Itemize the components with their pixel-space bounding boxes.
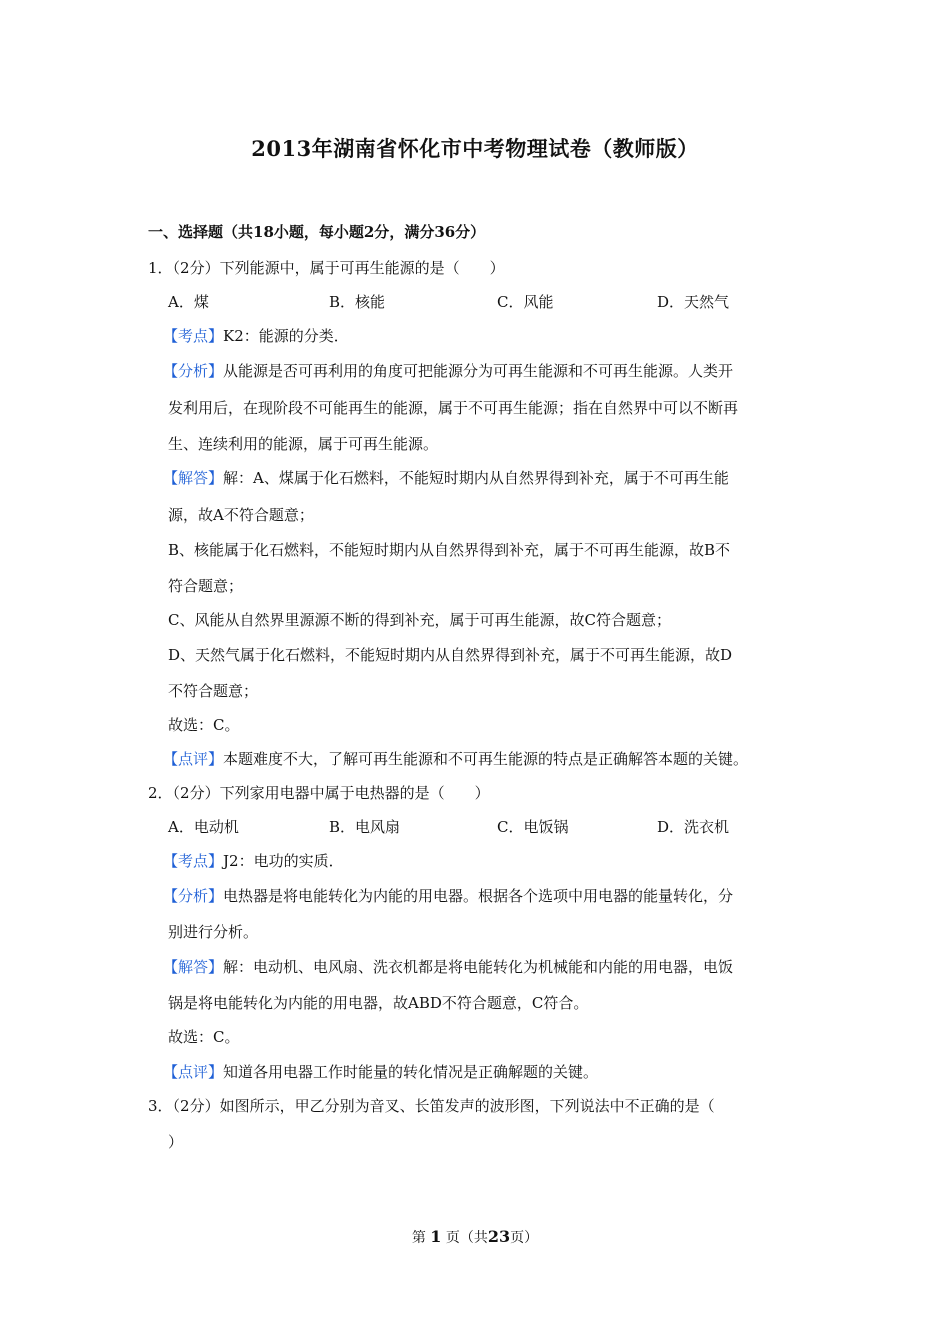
total-pages: 23 bbox=[487, 1227, 511, 1246]
q2-fenxi-line: 别进行分析。 bbox=[168, 923, 259, 941]
q2-jieda-line: 锅是将电能转化为内能的用电器，故ABD不符合题意，C符合。 bbox=[168, 994, 589, 1012]
q2-jieda bbox=[163, 957, 733, 977]
fenxi-tag: 【分析】 bbox=[163, 362, 224, 380]
footer-text: 第 bbox=[411, 1230, 426, 1246]
page-number: 1 bbox=[430, 1227, 442, 1246]
q1-jieda-line: C、风能从自然界里源源不断的得到补充，属于可再生能源，故C符合题意； bbox=[168, 611, 671, 629]
q2-option-c: C．电饭锅 bbox=[497, 818, 569, 836]
q1-option-b: B．核能 bbox=[329, 293, 386, 311]
q2-kaodian bbox=[163, 851, 344, 871]
fenxi-tag: 【分析】 bbox=[163, 887, 224, 905]
page-footer bbox=[0, 1227, 950, 1247]
q1-fenxi-line: 发利用后，在现阶段不可能再生的能源，属于不可再生能源；指在自然界中可以不断再 bbox=[168, 399, 739, 417]
q1-option-d: D．天然气 bbox=[657, 293, 730, 311]
question-3-stem: 3．（2分）如图所示，甲乙分别为音叉、长笛发声的波形图，下列说法中不正确的是（ bbox=[148, 1097, 715, 1115]
q1-jieda-line: 源，故A不符合题意； bbox=[168, 506, 314, 524]
q1-fenxi bbox=[163, 361, 733, 381]
footer-text: 页（共 bbox=[445, 1230, 488, 1246]
question-1-stem: 1．（2分）下列能源中，属于可再生能源的是（ ） bbox=[148, 259, 505, 277]
kaodian-tag: 【考点】 bbox=[163, 852, 224, 870]
q2-option-a: A．电动机 bbox=[168, 818, 239, 836]
question-3-stem-cont: ） bbox=[168, 1133, 184, 1151]
jieda-tag: 【解答】 bbox=[163, 469, 224, 487]
q2-dianping-text: 知道各用电器工作时能量的转化情况是正确解题的关键。 bbox=[223, 1063, 599, 1081]
q2-jieda-line: 解：电动机、电风扇、洗衣机都是将电能转化为机械能和内能的用电器，电饭 bbox=[223, 958, 734, 976]
q1-option-a: A．煤 bbox=[168, 293, 209, 311]
q1-jieda bbox=[163, 468, 729, 488]
q2-dianping bbox=[163, 1062, 598, 1082]
q1-jieda-line: 解：A、煤属于化石燃料，不能短时期内从自然界得到补充，属于不可再生能 bbox=[223, 469, 729, 487]
q1-fenxi-line: 从能源是否可再利用的角度可把能源分为可再生能源和不可再生能源。人类开 bbox=[223, 362, 734, 380]
q1-kaodian bbox=[163, 326, 349, 346]
q1-dianping-text: 本题难度不大，了解可再生能源和不可再生能源的特点是正确解答本题的关键。 bbox=[223, 750, 749, 768]
q1-dianping bbox=[163, 749, 748, 769]
q1-jieda-line: 不符合题意； bbox=[168, 682, 259, 700]
q1-jieda-line: B、核能属于化石燃料，不能短时期内从自然界得到补充，属于不可再生能源，故B不 bbox=[168, 541, 731, 559]
question-2-stem: 2．（2分）下列家用电器中属于电热器的是（ ） bbox=[148, 784, 490, 802]
section-heading: 一、选择题（共18小题，每小题2分，满分36分） bbox=[148, 223, 486, 241]
page-title: 2013年湖南省怀化市中考物理试卷（教师版） bbox=[251, 136, 699, 161]
q1-kaodian-text: K2：能源的分类． bbox=[223, 327, 349, 345]
dianping-tag: 【点评】 bbox=[163, 1063, 224, 1081]
q1-fenxi-line: 生、连续利用的能源，属于可再生能源。 bbox=[168, 435, 439, 453]
jieda-tag: 【解答】 bbox=[163, 958, 224, 976]
q1-jieda-line: D、天然气属于化石燃料，不能短时期内从自然界得到补充，属于不可再生能源，故D bbox=[168, 646, 733, 664]
q1-option-c: C．风能 bbox=[497, 293, 554, 311]
q2-fenxi-line: 电热器是将电能转化为内能的用电器。根据各个选项中用电器的能量转化，分 bbox=[223, 887, 734, 905]
footer-text: 页） bbox=[510, 1230, 539, 1246]
kaodian-tag: 【考点】 bbox=[163, 327, 224, 345]
q1-jieda-line: 符合题意； bbox=[168, 577, 244, 595]
q2-fenxi bbox=[163, 886, 733, 906]
q2-kaodian-text: J2：电功的实质． bbox=[223, 852, 344, 870]
q1-jieda-line: 故选：C。 bbox=[168, 716, 240, 734]
q2-jieda-line: 故选：C。 bbox=[168, 1028, 240, 1046]
dianping-tag: 【点评】 bbox=[163, 750, 224, 768]
q2-option-b: B．电风扇 bbox=[329, 818, 401, 836]
q2-option-d: D．洗衣机 bbox=[657, 818, 730, 836]
